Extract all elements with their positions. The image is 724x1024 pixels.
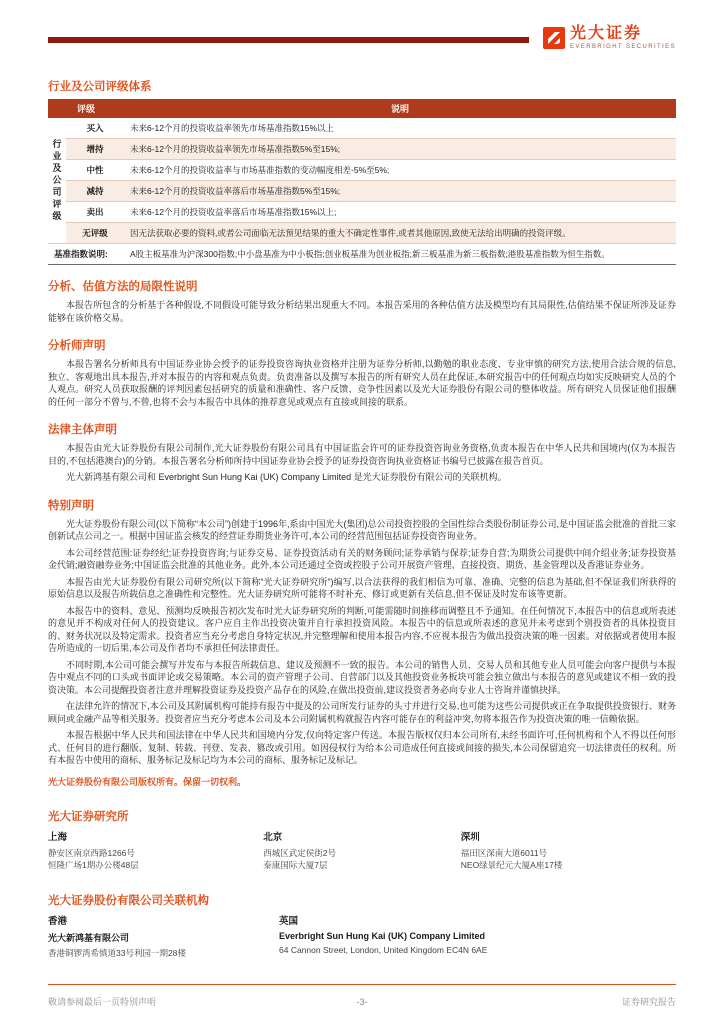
- brand-name-en: EVERBRIGHT SECURITIES: [570, 44, 676, 50]
- everbright-logo-icon: [543, 27, 565, 54]
- legal-paragraph: 本报告由光大证券股份有限公司制作,光大证券股份有限公司具有中国证监会许可的证券投资咨询业务资格,负责本报告在中华人民共和国境内(仅为本报告目的,不包括港澳台)的分销。本报告署名分析师所持中国证券业协会授予的证券投资咨询执业资格证书编号已披露在报告首页。: [48, 443, 676, 466]
- section-title-special: 特别声明: [48, 499, 94, 512]
- special-paragraph: 本报告根据中华人民共和国法律在中华人民共和国境内分发,仅向特定客户传送。本报告版权仅归本公司所有,未经书面许可,任何机构和个人不得以任何形式、任何目的进行翻版、复制、转载、刊登、发表、篡改或引用。如因侵权行为给本公司造成任何直接或间接的损失,本公司保留追究一切法律责任的权利。所有本报告中使用的商标、服务标记及标记均为本公司的商标、服务标记及标记。: [48, 730, 676, 765]
- legal-paragraph: 光大新鸿基有限公司和 Everbright Sun Hung Kai (UK) Company Limited 是光大证券股份有限公司的关联机构。: [66, 472, 507, 482]
- rating-column-header: 评级: [48, 99, 124, 118]
- rating-desc-cell: 未来6-12个月的投资收益率落后市场基准指数15%以上;: [124, 202, 676, 223]
- special-paragraph: 本公司经营范围:证券经纪;证券投资咨询;与证券交易、证券投资活动有关的财务顾问;证券承销与保荐;证券自营;为期货公司提供中间介绍业务;证券投资基金代销;融资融券业务;中国证监会批准的其他业务。此外,本公司还通过全资或控股子公司开展资产管理、直接投资、期货、基金管理以及香港证券业务。: [48, 547, 676, 570]
- section-title-affiliates: 光大证券股份有限公司关联机构: [48, 894, 209, 907]
- office-address-line: 64 Cannon Street, London, United Kingdom EC4N 6AE: [279, 944, 488, 955]
- office-region: 香港: [48, 915, 68, 927]
- office-city: 北京: [263, 831, 283, 843]
- office-hongkong: [48, 913, 279, 960]
- rating-table-side-label: 行业及公司评级: [48, 118, 66, 244]
- rating-cell: 买入: [66, 118, 124, 139]
- section-title-institute: 光大证券研究所: [48, 810, 129, 823]
- limitations-paragraph: 本报告所包含的分析基于各种假设,不同假设可能导致分析结果出现重大不同。本报告采用的各种估值方法及模型均有其局限性,估值结果不保证所涉及证券能够在该价格交易。: [48, 300, 676, 323]
- page-content: [0, 78, 724, 959]
- table-row-buy: [48, 118, 676, 139]
- office-address-line: 西城区武定侯街2号: [263, 847, 336, 858]
- office-shenzhen: [461, 829, 676, 872]
- section-title-limitations: 分析、估值方法的局限性说明: [48, 281, 198, 293]
- section-title-legal: 法律主体声明: [48, 424, 117, 436]
- office-address-line: NEO绿景纪元大厦A座17楼: [460, 860, 563, 870]
- rating-desc-cell: 未来6-12个月的投资收益率落后市场基准指数5%至15%;: [124, 181, 676, 202]
- office-address-line: 福田区深南大道6011号: [460, 847, 548, 858]
- page-number: -3-: [356, 997, 368, 1007]
- rating-desc-cell: 未来6-12个月的投资收益率领先市场基准指数15%以上: [124, 118, 676, 139]
- brand-name-cn: 光大证券: [570, 25, 643, 42]
- section-title-rating-system: 行业及公司评级体系: [48, 81, 152, 93]
- institute-offices: [48, 829, 676, 872]
- rating-cell: 减持: [66, 181, 124, 202]
- rating-cell: 中性: [66, 160, 124, 181]
- header-rule: [48, 37, 529, 43]
- affiliate-offices: [48, 913, 676, 960]
- section-title-analyst: 分析师声明: [48, 340, 106, 352]
- special-paragraph: 本报告由光大证券股份有限公司研究所(以下简称“光大证券研究所”)编写,以合法获得的我们相信为可靠、准确、完整的信息为基础,但不保证我们所获得的原始信息以及报告所载信息之准确性和完整性。光大证券研究所可能将不时补充、修订或更新有关信息,但不保证及时发布该等更新。: [48, 576, 676, 599]
- table-row-underweight: [48, 181, 676, 202]
- special-paragraph: 光大证券股份有限公司(以下简称“本公司”)创建于1996年,系由中国光大(集团)总公司投资控股的全国性综合类股份制证券公司,是中国证监会批准的首批三家创新试点公司之一。根据中国证监会核发的经营证券期货业务许可,本公司的经营范围包括证券投资咨询业务。: [48, 518, 677, 541]
- special-paragraph: 本报告中的资料、意见、预测均反映报告初次发布时光大证券研究所的判断,可能需随时间推移而调整且不予通知。在任何情况下,本报告中的信息或所表述的意见并不构成对任何人的投资建议。客户应自主作出投资决策并自行承担投资风险。本报告中的信息或所表述的意见并未考虑到个别投资者的具体投资目的、财务状况以及特定需求。投资者应当充分考虑自身特定状况,并完整理解和使用本报告内容,不应视本报告为做出投资决策的唯一因素。对依据或者使用本报告所造成的一切后果,本公司及作者均不承担任何法律责任。: [48, 605, 676, 653]
- rating-cell: 增持: [66, 139, 124, 160]
- rating-desc-cell: 因无法获取必要的资料,或者公司面临无法预见结果的重大不确定性事件,或者其他原因,致使无法给出明确的投资评级。: [124, 223, 676, 244]
- rating-cell: 卖出: [66, 202, 124, 223]
- table-row-sell: [48, 202, 676, 223]
- rating-cell: 无评级: [66, 223, 124, 244]
- office-city: 深圳: [460, 831, 480, 843]
- copyright-notice: 光大证券股份有限公司版权所有。保留一切权利。: [48, 776, 247, 787]
- office-uk: [279, 913, 491, 960]
- office-address-line: 泰康国际大厦7层: [263, 860, 328, 870]
- analyst-paragraph: 本报告署名分析师具有中国证券业协会授予的证券投资咨询执业资格并注册为证券分析师,以勤勉的职业态度、专业审慎的研究方法,使用合法合规的信息,独立、客观地出具本报告,并对本报告的内容和观点负责。负责准备以及撰写本报告的所有研究人员在此保证,本研究报告中的任何观点均如实反映研究人员的个人观点。研究人员获取报酬的评判因素包括研究的质量和准确性、客户反馈、竞争性因素以及光大证券股份有限公司的整体收益。所有研究人员保证他们报酬的任何一部分不曾与,不曾,也将不会与本报告中具体的推荐意见或观点有直接或间接的联系。: [48, 359, 676, 407]
- rating-desc-cell: 未来6-12个月的投资收益率与市场基准指数的变动幅度相差-5%至5%;: [124, 160, 676, 181]
- office-beijing: [263, 829, 461, 872]
- rating-desc-cell: 未来6-12个月的投资收益率领先市场基准指数5%至15%;: [124, 139, 676, 160]
- rating-table: [48, 99, 676, 265]
- page-header: [0, 0, 724, 54]
- benchmark-desc: A股主板基准为沪深300指数;中小盘基准为中小板指;创业板基准为创业板指;新三板基准为新三板指数;港股基准指数为恒生指数。: [124, 244, 676, 265]
- table-row-overweight: [48, 139, 676, 160]
- office-city: 上海: [48, 831, 68, 843]
- office-region: 英国: [279, 915, 299, 927]
- office-address-line: 香港铜锣湾希慎道33号利园一期28楼: [48, 947, 186, 958]
- office-address-line: 恒隆广场1期办公楼48层: [48, 860, 139, 870]
- brand-text: [570, 26, 676, 50]
- desc-column-header: 说明: [124, 99, 676, 118]
- table-row-norating: [48, 223, 676, 244]
- affiliate-company-name: 光大新鸿基有限公司: [48, 932, 130, 943]
- special-paragraph: 不同时期,本公司可能会撰写并发布与本报告所载信息、建议及预测不一致的报告。本公司的销售人员、交易人员和其他专业人员可能会向客户提供与本报告中观点不同的口头或书面评论或交易策略。本公司的资产管理子公司、自营部门以及其他投资业务板块可能会独立做出与本报告的意见或建议不相一致的投资决策。本公司提醒投资者注意并理解投资证券及投资产品存在的风险,在做出投资前,建议投资者务必向专业人士咨询并谨慎抉择。: [48, 659, 676, 695]
- footer-report-type: 证券研究报告: [621, 997, 676, 1007]
- office-shanghai: [48, 829, 263, 872]
- page-footer: [48, 984, 676, 1008]
- benchmark-label: 基准指数说明:: [48, 244, 124, 265]
- office-address-line: 静安区南京西路1266号: [48, 847, 135, 858]
- special-paragraph: 在法律允许的情况下,本公司及其附属机构可能持有报告中提及的公司所发行证券的头寸并进行交易,也可能为这些公司提供或正在争取提供投资银行、财务顾问或金融产品等相关服务。投资者应当充分考虑本公司及本公司附属机构就报告内容可能存在的利益冲突,勿将本报告作为投资决策的唯一信赖依据。: [48, 701, 676, 724]
- footer-disclaimer: 敬请参阅最后一页特别声明: [48, 997, 157, 1007]
- table-row-neutral: [48, 160, 676, 181]
- brand-logo: [543, 26, 676, 54]
- table-row-benchmark: [48, 244, 676, 265]
- rating-table-header-row: [48, 99, 676, 118]
- affiliate-company-name: Everbright Sun Hung Kai (UK) Company Limited: [279, 930, 486, 941]
